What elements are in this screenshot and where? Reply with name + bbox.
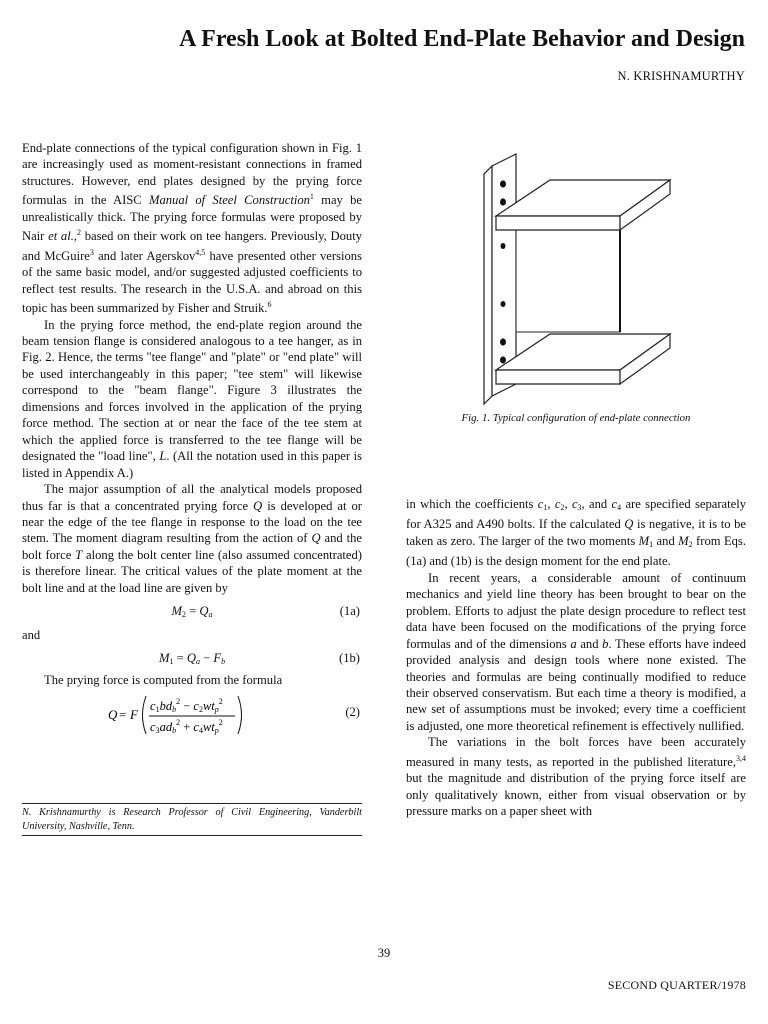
issue-label: SECOND QUARTER/1978	[607, 978, 746, 992]
subscript: b	[221, 656, 226, 666]
figure-caption: Fig. 1. Typical configuration of end-plate connection	[461, 412, 691, 424]
subscript: 2	[688, 539, 693, 549]
subscript: a	[195, 656, 200, 666]
svg-text:c3adb2 + c4wtp2: c3adb$^2$ + c4wtp$^2$	[150, 718, 223, 736]
equation-1a	[22, 603, 362, 623]
paragraph-variations: The variations in the bolt forces have been accurately measured in many tests, as reported in the published literature,$^{3,4}$ but the magnitude and distribution of the prying force itself are only qualitatively known, either from visual observation or by pressure marks on a paper sheet with	[406, 735, 746, 819]
author-name: N. KRISHNAMURTHY	[617, 69, 745, 83]
footnote-rule-bottom	[22, 835, 362, 836]
italic-text: T	[75, 547, 83, 562]
reference-superscript: 4,5	[195, 247, 206, 257]
italic-text: F	[213, 650, 222, 665]
svg-text:c1bdb2 − c2wtp2: c1bdb$^2$ − c2wtp$^2$	[150, 697, 223, 715]
subscript: 4	[617, 503, 622, 512]
equation-2	[22, 690, 362, 740]
italic-text: L	[159, 449, 167, 464]
equation-1b-body: $M_1 = Q_a - F_b$	[158, 650, 226, 666]
reference-superscript: 1	[309, 192, 314, 202]
italic-text: c	[554, 497, 561, 511]
subscript: 1	[649, 539, 654, 549]
paragraph-coefficients: in which the coefficients $c_1$, $c_2$, $c_3$, and $c_4$ are specified separately for A325 and A490 bolts. If the calculated Q is negative, it is to be taken as zero. The larger of the two moments $M_1$ and $M_2$ from Eqs. (1a) and (1b) is the design moment for the end plate.	[406, 497, 747, 569]
bolt-hole	[500, 198, 506, 205]
paragraph-prying-method: In the prying force method, the end-plate region around the beam tension flange is considered analogous to a tee hanger, as in Fig. 2. Hence, the terms "tee flange" and "plate" or "end plate" will be used interchangeably in this paper; "tee stem" will likewise correspond to the "beam flange". Figure 3 illustrates the dimensions and forces involved in the application of the prying force method. The section at or near the face of the tee stem at which the applied force is transferred to the tee flange will be designated the "load line", L. (All the notation used in this paper is listed in Appendix A.)	[22, 317, 362, 480]
subscript: 3	[577, 503, 582, 512]
reference-superscript: 2	[77, 228, 82, 238]
bolt-hole	[501, 301, 506, 307]
end-plate-edge	[484, 166, 492, 404]
paper-title: A Fresh Look at Bolted End-Plate Behavior and Design	[179, 26, 745, 52]
italic-text: c	[537, 497, 544, 511]
beam-web	[516, 230, 620, 332]
equation-2-formula	[22, 690, 362, 740]
paragraph-intro: End-plate connections of the typical configuration shown in Fig. 1 are increasingly used as moment-resistant connections in framed structures. However, end plates designed by the prying force formulas in the AISC Manual of Steel Construction$^1$ may be unrealistically thick. The prying force formulas were proposed by Nair et al.,$^2$ based on their work on tee hangers. Previously, Douty and McGuire$^3$ and later Agerskov$^{4,5}$ have presented other versions of the same basic model, and/or suggested adjusted coefficients to reflect test results. The research in the U.S.A. and abroad on this topic has been summarized by Fisher and Struik.$^6$	[22, 141, 363, 316]
italic-text: a	[570, 636, 577, 651]
paragraph-formula-intro: The prying force is computed from the formula	[44, 672, 283, 687]
italic-text: M	[678, 533, 689, 548]
paragraph-assumption: The major assumption of all the analytical models proposed thus far is that a concentrated prying force Q is developed at or near the edge of the tee flange in response to the load on the tee stem. The moment diagram resulting from the action of Q and the bolt force T along the bolt center line (also assumed concentrated) is therefore linear. The critical values of the plate moment at the bolt line and at the load line are given by	[22, 482, 363, 595]
italic-text: Q	[199, 604, 209, 619]
italic-text: c	[571, 497, 578, 511]
equation-1b-number: (1b)	[339, 650, 360, 665]
subscript: a	[208, 610, 213, 620]
italic-text: et al.	[48, 229, 74, 244]
italic-text: Q	[186, 650, 196, 665]
italic-text: M	[638, 533, 650, 548]
paragraph-recent-years: In recent years, a considerable amount of continuum mechanics and yield line theory has been brought to bear on the problem. Efforts to adjust the plate design procedure to reflect test data have been focused on the modifications of the prying force formulas and of the dimensions a and b. These efforts have indeed provided analysis and design tools where none existed. The theories and formulas are being continually modified to reduce their observed conservatism. But each time a theory is modified, a new set of assumptions must be invoked; every time a coefficient is adjusted, one more theoretical refinement is effectively nullified.	[406, 570, 746, 733]
italic-text: Q	[253, 498, 263, 513]
bolt-hole	[500, 356, 506, 363]
footnote-rule-top	[22, 803, 362, 804]
figure-end-plate-connection	[470, 144, 680, 410]
bolt-hole	[501, 243, 506, 249]
page-number: 39	[377, 946, 391, 960]
subscript: 2	[181, 610, 186, 620]
italic-text: c	[611, 497, 618, 511]
bolt-hole	[500, 338, 506, 345]
equation-1a-body: $M_2 = Q_a$	[171, 604, 213, 620]
italic-text: M	[158, 650, 170, 665]
subscript: 1	[543, 503, 548, 512]
svg-text:=: =	[119, 707, 127, 723]
subscript: 2	[560, 503, 565, 512]
equation-1b	[22, 650, 362, 670]
bolt-hole	[500, 180, 506, 187]
text-and: and	[22, 628, 41, 643]
svg-text:F: F	[130, 707, 138, 723]
italic-text: Q	[624, 517, 634, 532]
svg-text:Q: Q	[108, 707, 118, 723]
reference-superscript: 3,4	[736, 753, 746, 763]
reference-superscript: 6	[267, 300, 272, 310]
equation-1a-number: (1a)	[339, 604, 360, 619]
top-flange-edge	[496, 216, 620, 230]
subscript: 1	[169, 656, 174, 666]
reference-superscript: 3	[89, 247, 94, 257]
right-column	[406, 496, 746, 820]
italic-text: b	[602, 636, 609, 651]
italic-text: Manual of Steel Construction	[148, 193, 310, 208]
italic-text: Q	[311, 531, 321, 546]
bottom-flange-edge	[496, 370, 620, 384]
left-column	[22, 140, 362, 740]
author-footnote: N. Krishnamurthy is Research Professor of Civil Engineering, Vanderbilt University, Nashville, Tenn.	[22, 807, 362, 832]
equation-2-number: (2)	[345, 705, 360, 720]
italic-text: M	[171, 604, 182, 619]
